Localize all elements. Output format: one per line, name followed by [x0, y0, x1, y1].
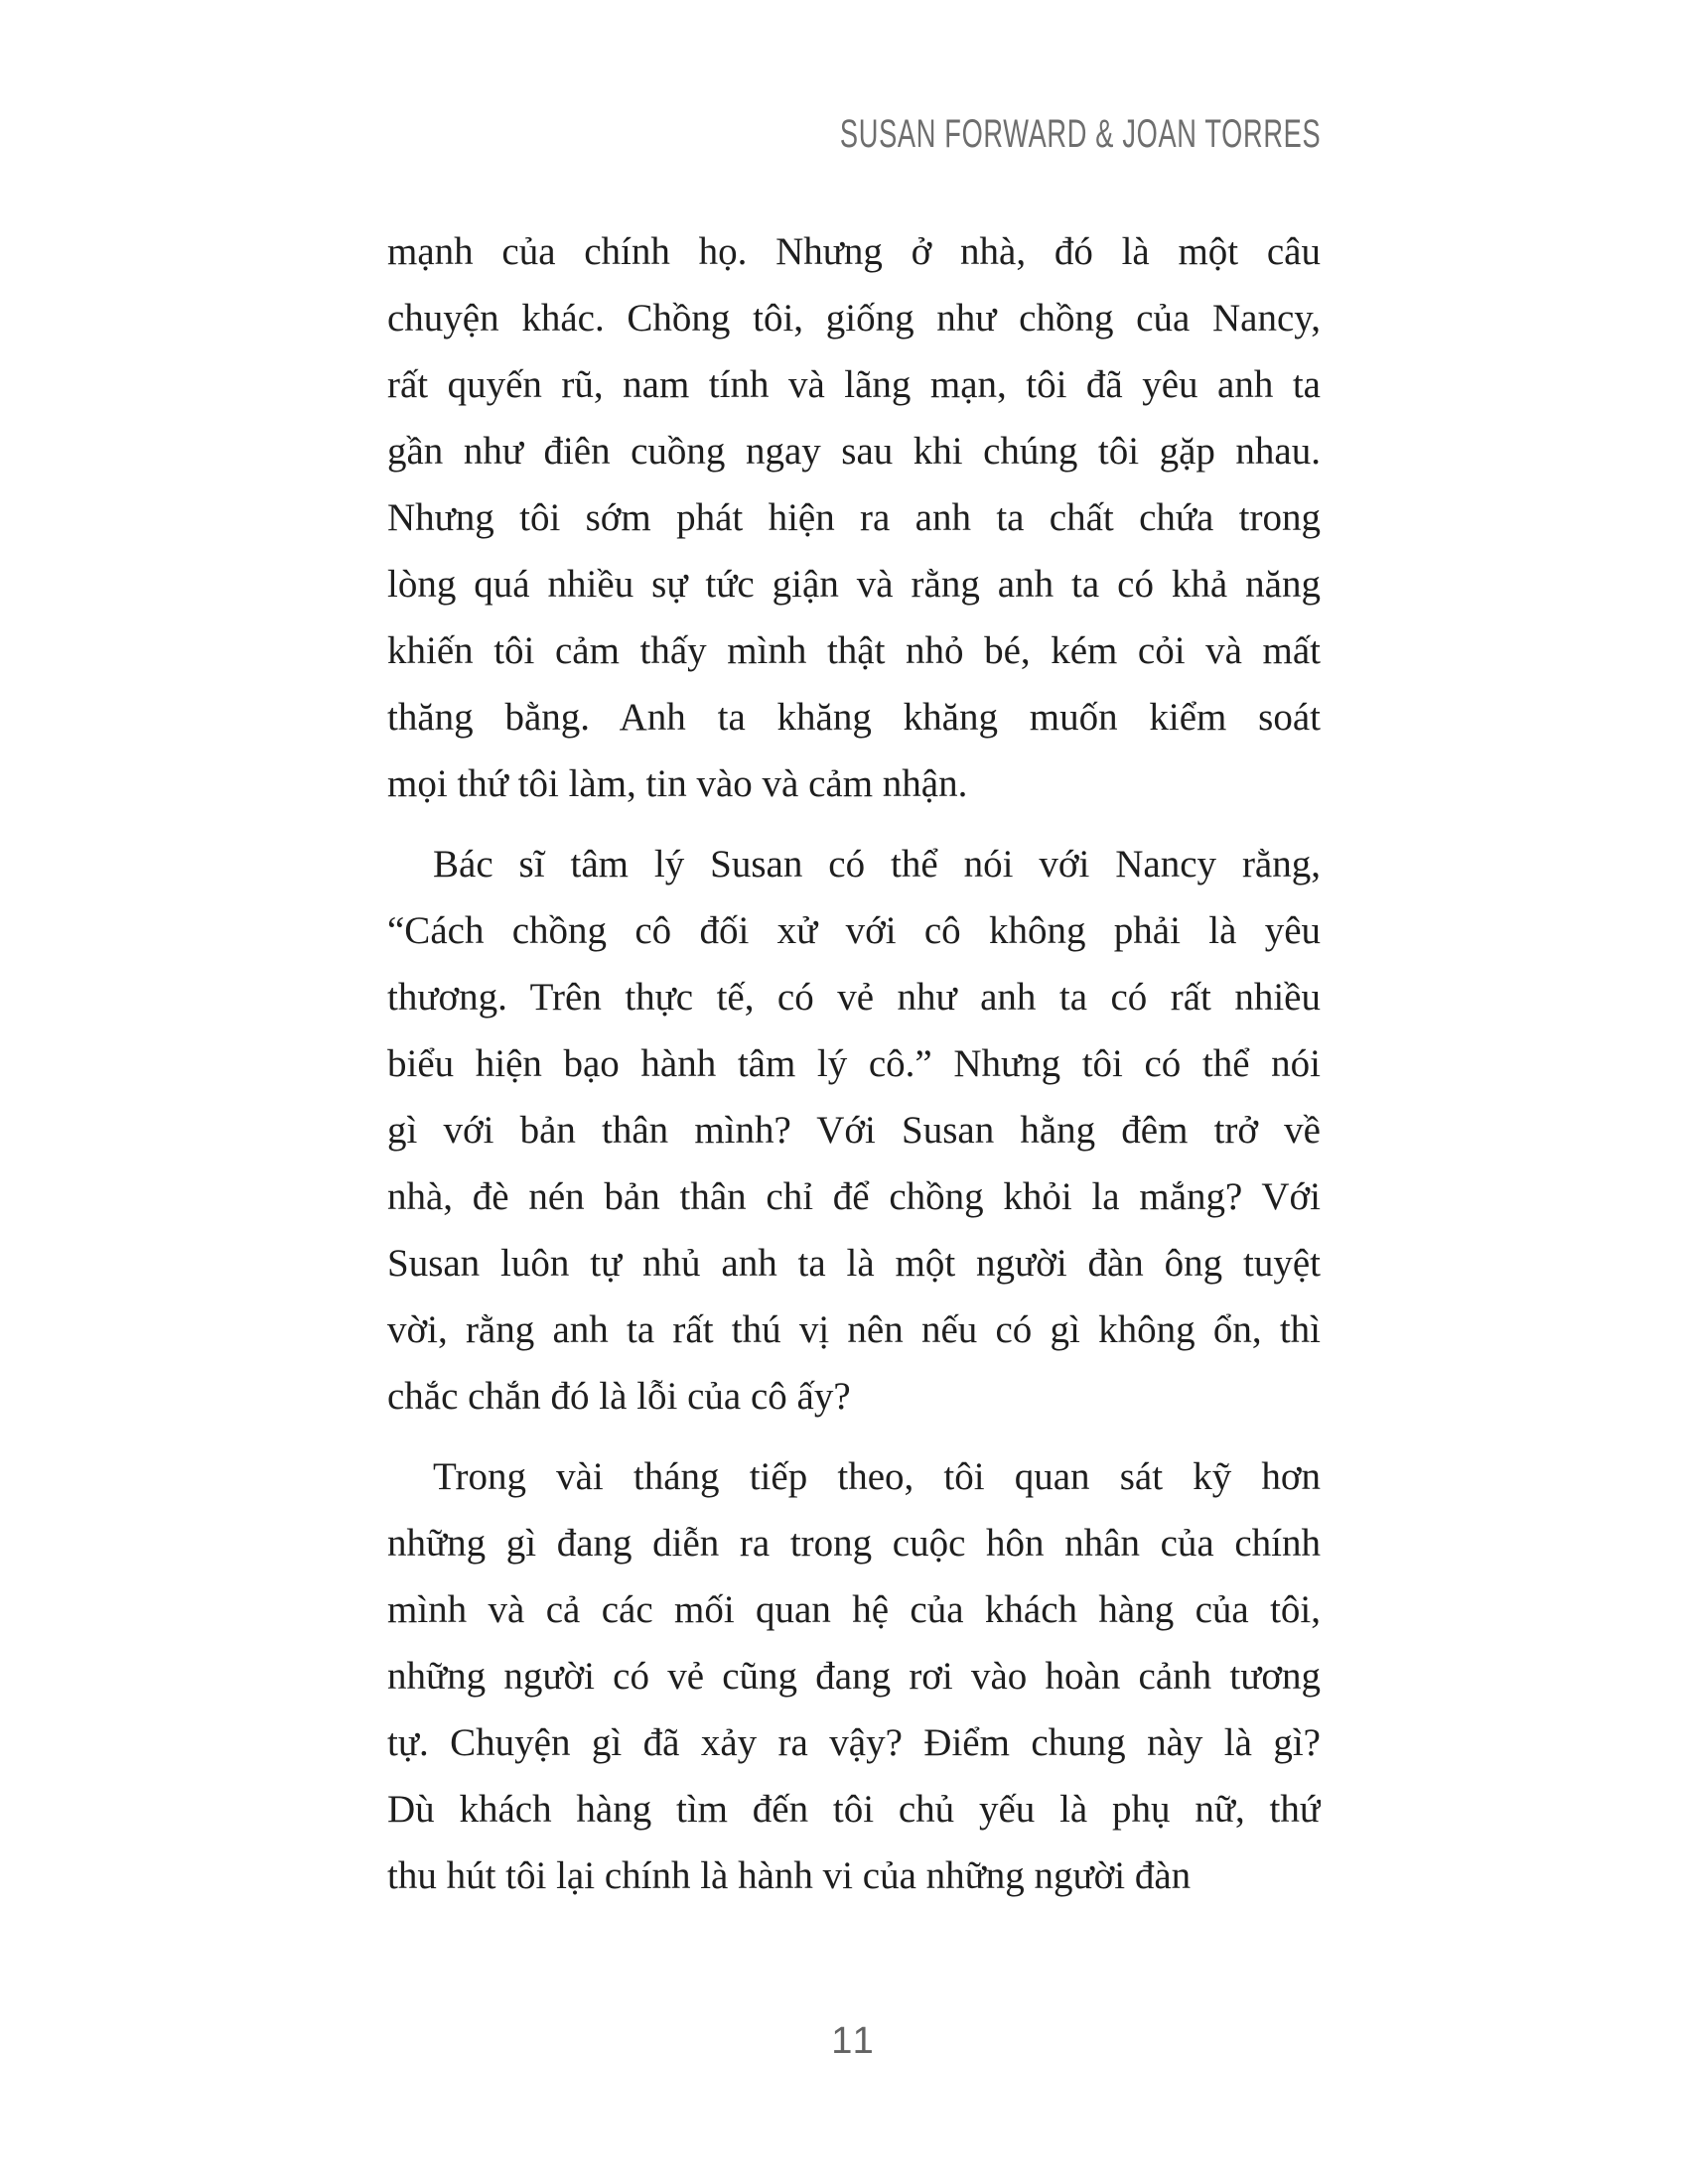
text-line: lòng quá nhiều sự tức giận và rằng anh ta có khả năng — [387, 563, 1321, 606]
paragraph — [387, 218, 1321, 817]
text-line: Dù khách hàng tìm đến tôi chủ yếu là phụ nữ, thứ — [387, 1788, 1321, 1831]
text-line: gì với bản thân mình? Với Susan hằng đêm trở về — [387, 1109, 1321, 1152]
text-line: gần như điên cuồng ngay sau khi chúng tôi gặp nhau. — [387, 430, 1321, 473]
text-line: mọi thứ tôi làm, tin vào và cảm nhận. — [387, 762, 968, 805]
paragraph — [387, 1443, 1321, 1909]
text-line: Bác sĩ tâm lý Susan có thể nói với Nancy rằng, — [433, 843, 1321, 886]
text-line: mình và cả các mối quan hệ của khách hàng của tôi, — [387, 1588, 1321, 1631]
text-line: mạnh của chính họ. Nhưng ở nhà, đó là một câu — [387, 230, 1321, 273]
text-line: Nhưng tôi sớm phát hiện ra anh ta chất chứa trong — [387, 496, 1321, 539]
text-line: những gì đang diễn ra trong cuộc hôn nhân của chính — [387, 1522, 1321, 1565]
text-line: những người có vẻ cũng đang rơi vào hoàn cảnh tương — [387, 1655, 1321, 1698]
text-line: thương. Trên thực tế, có vẻ như anh ta có rất nhiều — [387, 976, 1321, 1019]
text-line: “Cách chồng cô đối xử với cô không phải là yêu — [387, 909, 1321, 952]
paragraph — [387, 831, 1321, 1430]
text-line: rất quyến rũ, nam tính và lãng mạn, tôi đã yêu anh ta — [387, 363, 1321, 406]
text-line: khiến tôi cảm thấy mình thật nhỏ bé, kém cỏi và mất — [387, 629, 1321, 672]
running-header: SUSAN FORWARD & JOAN TORRES — [839, 112, 1321, 156]
text-line: thăng bằng. Anh ta khăng khăng muốn kiểm soát — [387, 696, 1321, 739]
text-line: tự. Chuyện gì đã xảy ra vậy? Điểm chung này là gì? — [387, 1721, 1321, 1764]
text-line: thu hút tôi lại chính là hành vi của những người đàn — [387, 1854, 1192, 1897]
text-line: chuyện khác. Chồng tôi, giống như chồng của Nancy, — [387, 297, 1321, 340]
text-line: vời, rằng anh ta rất thú vị nên nếu có gì không ổn, thì — [387, 1308, 1321, 1351]
text-line: chắc chắn đó là lỗi của cô ấy? — [387, 1375, 851, 1418]
page-number: 11 — [831, 2020, 877, 2062]
text-line: Susan luôn tự nhủ anh ta là một người đàn ông tuyệt — [387, 1242, 1321, 1285]
text-line: nhà, đè nén bản thân chỉ để chồng khỏi la mắng? Với — [387, 1175, 1321, 1218]
body-text — [387, 218, 1321, 1909]
text-line: Trong vài tháng tiếp theo, tôi quan sát kỹ hơn — [433, 1455, 1321, 1498]
text-line: biểu hiện bạo hành tâm lý cô.” Nhưng tôi có thể nói — [387, 1042, 1321, 1085]
